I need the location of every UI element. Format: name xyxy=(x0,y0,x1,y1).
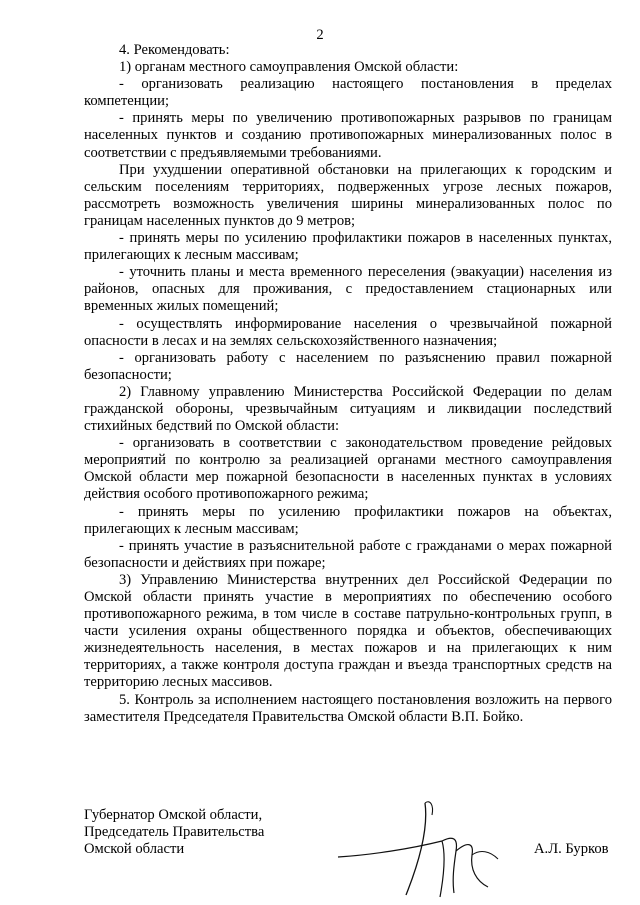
signature-block xyxy=(84,807,264,858)
page-number: 2 xyxy=(316,27,324,43)
paragraph-explanatory-work: - принять участие в разъяснительной работе с гражданами о мерах пожарной безопасности и действиях при пожаре; xyxy=(84,537,612,571)
paragraph-item-4-heading: 4. Рекомендовать: xyxy=(119,42,230,58)
signer-position-line: Председатель Правительства xyxy=(84,824,265,841)
paragraph-raid-activities: - организовать в соответствии с законодательством проведение рейдовых мероприятий по контролю за реализацией органами местного самоуправления Омской области мер пожарной безопасности в населенных пунктах в условиях действия особого противопожарного режима; xyxy=(84,435,612,503)
signer-position-line: Губернатор Омской области, xyxy=(84,807,263,823)
paragraph-item-5-control: 5. Контроль за исполнением настоящего постановления возложить на первого заместителя Председателя Правительства Омской области В.П. Бойко. xyxy=(84,691,612,725)
document-body xyxy=(84,42,612,726)
handwritten-signature xyxy=(330,795,530,903)
paragraph-organize-implementation: - организовать реализацию настоящего постановления в пределах компетенции; xyxy=(84,76,612,110)
paragraph-evacuation-plans: - уточнить планы и места временного переселения (эвакуации) населения из районов, опасных для проживания, с предоставлением стационарных или временных жилых помещений; xyxy=(84,264,612,315)
paragraph-firebreaks: - принять меры по увеличению противопожарных разрывов по границам населенных пунктов и созданию противопожарных минерализованных полос в соответствии с предъявляемыми требованиями. xyxy=(84,110,612,161)
paragraph-local-government: 1) органам местного самоуправления Омской области: xyxy=(119,59,459,76)
signer-position-line: Омской области xyxy=(84,841,185,858)
paragraph-fire-prevention-objects: - принять меры по усилению профилактики пожаров на объектах, прилегающих к лесным массивам; xyxy=(84,503,612,537)
paragraph-internal-affairs: 3) Управлению Министерства внутренних дел Российской Федерации по Омской области принять участие в мероприятиях по обеспечению особого противопожарного режима, в том числе в составе патрульно-контрольных групп, в части усиления охраны общественного порядка и объектов, обеспечивающих жизнедеятельность населения, в местах пожаров и на прилегающих к ним территориях, а также контроля доступа граждан и въезда транспортных средств на территорию лесных массивов. xyxy=(84,571,612,691)
paragraph-emergency-ministry: 2) Главному управлению Министерства Российской Федерации по делам гражданской обороны, чрезвычайным ситуациям и ликвидации последствий стихийных бедствий по Омской области: xyxy=(84,383,612,435)
paragraph-explain-rules: - организовать работу с населением по разъяснению правил пожарной безопасности; xyxy=(84,349,612,383)
paragraph-fire-prevention-settlements: - принять меры по усилению профилактики пожаров в населенных пунктах, прилегающих к лесным массивам; xyxy=(84,230,612,264)
paragraph-worsening-situation: При ухудшении оперативной обстановки на прилегающих к городским и сельским поселениям территориях, подверженных угрозе лесных пожаров, рассмотреть возможность увеличения ширины минерализованных полос по границам населенных пунктов до 9 метров; xyxy=(84,161,612,229)
signer-name: А.Л. Бурков xyxy=(534,841,609,857)
paragraph-inform-population: - осуществлять информирование населения о чрезвычайной пожарной опасности в лесах и на землях сельскохозяйственного назначения; xyxy=(84,315,612,349)
